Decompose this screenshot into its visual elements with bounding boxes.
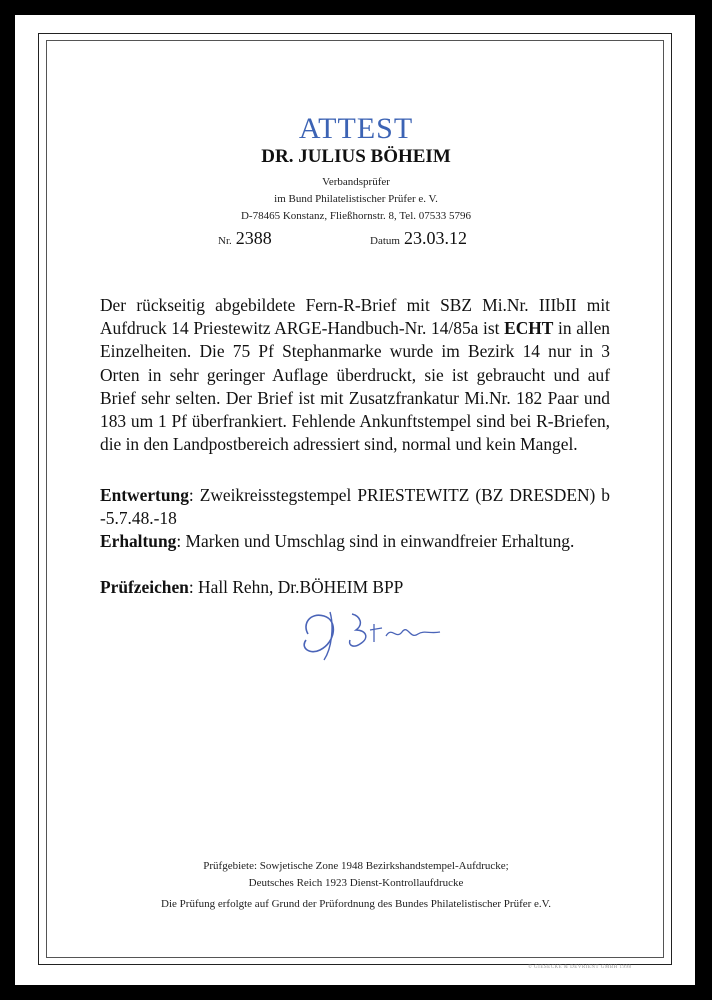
examiner-address: D-78465 Konstanz, Fließhornstr. 8, Tel. 07533 5796	[240, 210, 471, 222]
certificate-number	[218, 228, 272, 249]
description-intro: Der rückseitig abgebildete Fern-R-Brief mit SBZ Mi.Nr. IIIbII mit Aufdruck 14 Priestewitz ARGE-Handbuch-Nr. 14/85a ist	[100, 295, 610, 339]
description-details: in allen Einzelheiten. Die 75 Pf Stephanmarke wurde im Bezirk 14 nur in 3 Orten in sehr geringer Auflage überdruckt, sie ist gebraucht und auf Brief sehr selten. Der Brief ist mit Zusatzfrankatur Mi.Nr. 182 Paar und 183 um 1 Pf überfrankiert. Fehlende Ankunftstempel sind bei R-Briefen, die in den Landpostbereich adressiert sind, normal und kein Mangel.	[100, 318, 610, 455]
marks-text: : Hall Rehn, Dr.BÖHEIM BPP	[188, 577, 404, 597]
cancellation-text: : Zweikreisstegstempel PRIESTEWITZ (BZ DRESDEN) b -5.7.48.-18	[100, 485, 610, 529]
certificate-title: ATTEST	[298, 112, 414, 145]
condition-paragraph	[100, 530, 610, 553]
examiner-name: DR. JULIUS BÖHEIM	[261, 146, 451, 167]
cancellation-paragraph	[100, 484, 610, 530]
condition-text: : Marken und Umschlag sind in einwandfreier Erhaltung.	[176, 531, 575, 551]
regulation-note: Die Prüfung erfolgte auf Grund der Prüfordnung des Bundes Philatelistischer Prüfer e.V.	[161, 898, 551, 910]
number-value: 2388	[235, 228, 272, 248]
examiner-role: Verbandsprüfer	[322, 176, 390, 188]
marks-label: Prüfzeichen	[100, 577, 189, 597]
expertise-areas-line-2: Deutsches Reich 1923 Dienst-Kontrollaufdrucke	[248, 877, 464, 889]
date-value: 23.03.12	[403, 228, 467, 248]
handwritten-signature	[290, 604, 470, 664]
examiner-association: im Bund Philatelistischer Prüfer e. V.	[274, 193, 438, 205]
marks-paragraph	[100, 576, 610, 599]
printer-imprint: © GIESECKE & DEVRIENT GMBH 1998	[528, 965, 632, 970]
number-label: Nr.	[218, 235, 232, 247]
genuine-verdict: ECHT	[504, 318, 554, 339]
description-paragraph	[100, 294, 610, 456]
condition-label: Erhaltung	[100, 531, 177, 551]
date-label: Datum	[370, 235, 400, 247]
certificate-date	[370, 228, 467, 249]
cancellation-label: Entwertung	[100, 485, 189, 505]
expertise-areas-line-1: Prüfgebiete: Sowjetische Zone 1948 Bezirkshandstempel-Aufdrucke;	[203, 860, 509, 872]
